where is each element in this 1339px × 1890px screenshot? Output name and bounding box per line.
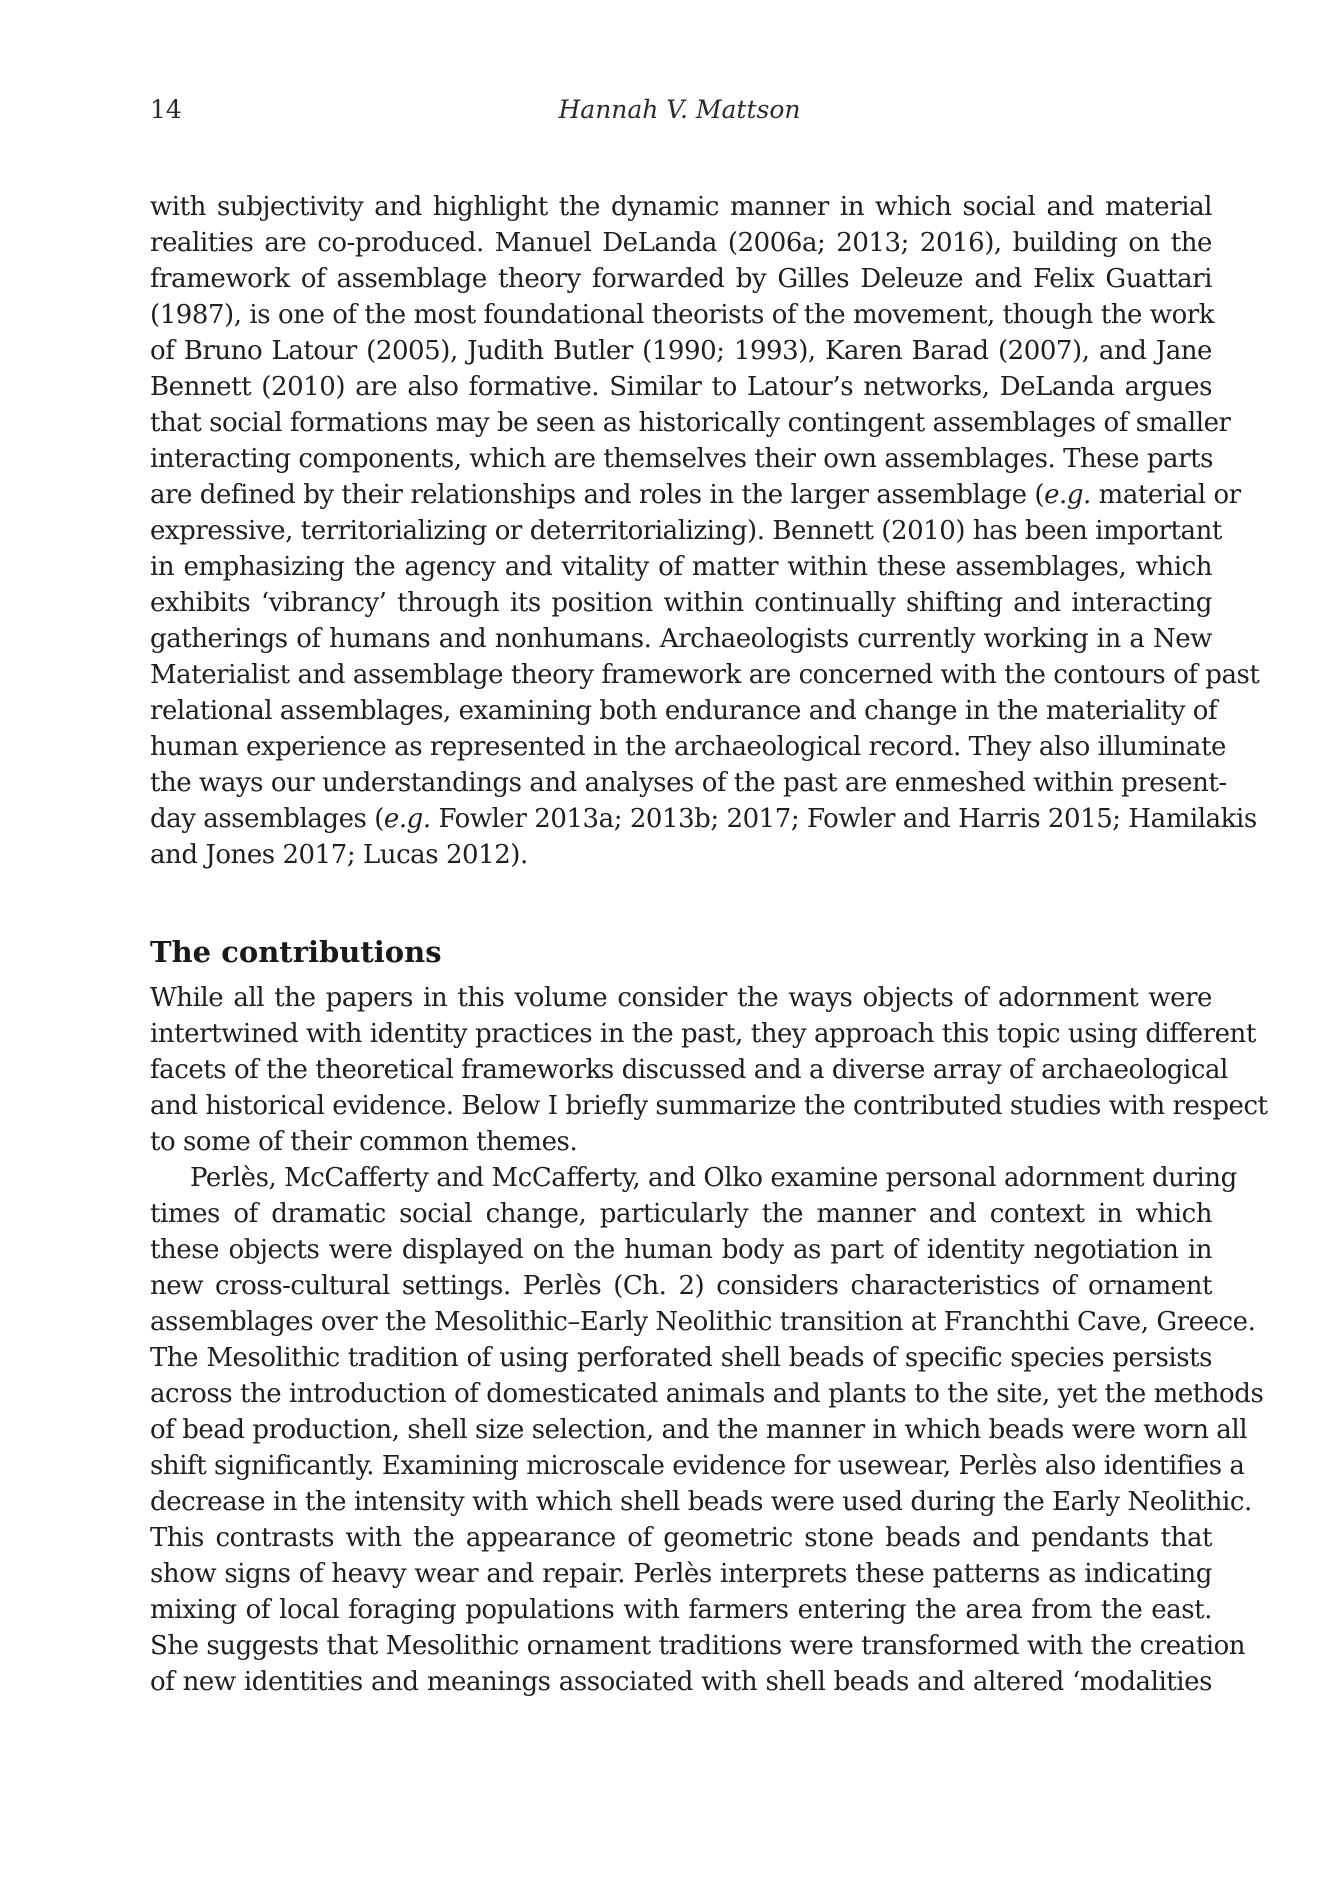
- text-line: (1987), is one of the most foundational theorists of the movement, though the work: [150, 300, 1215, 330]
- text-line: and Jones 2017; Lucas 2012).: [150, 840, 528, 870]
- text-line: decrease in the intensity with which shell beads were used during the Early Neolithic.: [150, 1487, 1252, 1517]
- text-line: expressive, territorializing or deterritorializing). Bennett (2010) has been important: [150, 516, 1222, 546]
- text-line: of Bruno Latour (2005), Judith Butler (1990; 1993), Karen Barad (2007), and Jane: [150, 336, 1212, 366]
- text-line: are defined by their relationships and roles in the larger assemblage (e.g. material or: [150, 480, 1241, 510]
- text-line: times of dramatic social change, particularly the manner and context in which: [150, 1199, 1212, 1229]
- text-line: realities are co-produced. Manuel DeLanda (2006a; 2013; 2016), building on the: [150, 228, 1212, 258]
- text-line: assemblages over the Mesolithic–Early Neolithic transition at Franchthi Cave, Greece.: [150, 1307, 1256, 1337]
- text-line: human experience as represented in the archaeological record. They also illuminate: [150, 732, 1226, 762]
- text-line: She suggests that Mesolithic ornament traditions were transformed with the creation: [150, 1631, 1246, 1661]
- text-line: mixing of local foraging populations with farmers entering the area from the east.: [150, 1595, 1212, 1625]
- text-line: in emphasizing the agency and vitality of matter within these assemblages, which: [150, 552, 1212, 582]
- text-line: these objects were displayed on the human body as part of identity negotiation in: [150, 1235, 1212, 1265]
- text-line: the ways our understandings and analyses of the past are enmeshed within present-: [150, 768, 1227, 798]
- text-line: of new identities and meanings associated with shell beads and altered ‘modalities: [150, 1667, 1212, 1697]
- text-line: The Mesolithic tradition of using perforated shell beads of specific species persists: [150, 1343, 1212, 1373]
- text-line: relational assemblages, examining both endurance and change in the materiality of: [150, 696, 1218, 726]
- text-line: that social formations may be seen as historically contingent assemblages of smaller: [150, 408, 1231, 438]
- paragraph-contributions-intro: [150, 980, 1268, 1700]
- text-line: and historical evidence. Below I briefly summarize the contributed studies with respect: [150, 1091, 1268, 1121]
- text-line: of bead production, shell size selection, and the manner in which beads were worn all: [150, 1415, 1248, 1445]
- text-line: interacting components, which are themselves their own assemblages. These parts: [150, 444, 1213, 474]
- text-line: new cross-cultural settings. Perlès (Ch. 2) considers characteristics of ornament: [150, 1271, 1212, 1301]
- text-line: While all the papers in this volume consider the ways objects of adornment were: [150, 983, 1212, 1013]
- abbreviation-eg: e.g.: [1044, 480, 1091, 510]
- text-line: Materialist and assemblage theory framework are concerned with the contours of past: [150, 660, 1260, 690]
- text-line: This contrasts with the appearance of geometric stone beads and pendants that: [150, 1523, 1212, 1553]
- running-head: Hannah V. Mattson: [558, 95, 801, 124]
- abbreviation-eg: e.g.: [383, 804, 431, 834]
- text-line: gatherings of humans and nonhumans. Archaeologists currently working in a New: [150, 624, 1212, 654]
- text-line: Perlès, McCafferty and McCafferty, and Olko examine personal adornment during: [190, 1163, 1237, 1193]
- text-line: intertwined with identity practices in the past, they approach this topic using different: [150, 1019, 1256, 1049]
- text-line: shift significantly. Examining microscale evidence for usewear, Perlès also identifies a: [150, 1451, 1245, 1481]
- text-line: Bennett (2010) are also formative. Similar to Latour’s networks, DeLanda argues: [150, 372, 1212, 402]
- text-line: show signs of heavy wear and repair. Perlès interprets these patterns as indicating: [150, 1559, 1212, 1589]
- page-number: 14: [150, 95, 182, 124]
- text-line: exhibits ‘vibrancy’ through its position within continually shifting and interacting: [150, 588, 1212, 618]
- section-heading: The contributions: [150, 935, 442, 969]
- text-line: framework of assemblage theory forwarded by Gilles Deleuze and Felix Guattari: [150, 264, 1212, 294]
- text-line: across the introduction of domesticated animals and plants to the site, yet the methods: [150, 1379, 1264, 1409]
- text-line: facets of the theoretical frameworks discussed and a diverse array of archaeological: [150, 1055, 1228, 1085]
- text-line: with subjectivity and highlight the dynamic manner in which social and material: [150, 192, 1212, 222]
- text-line: day assemblages (e.g. Fowler 2013a; 2013b; 2017; Fowler and Harris 2015; Hamilakis: [150, 804, 1257, 834]
- paragraph-assemblage-theory: [150, 189, 1260, 873]
- text-line: to some of their common themes.: [150, 1127, 578, 1157]
